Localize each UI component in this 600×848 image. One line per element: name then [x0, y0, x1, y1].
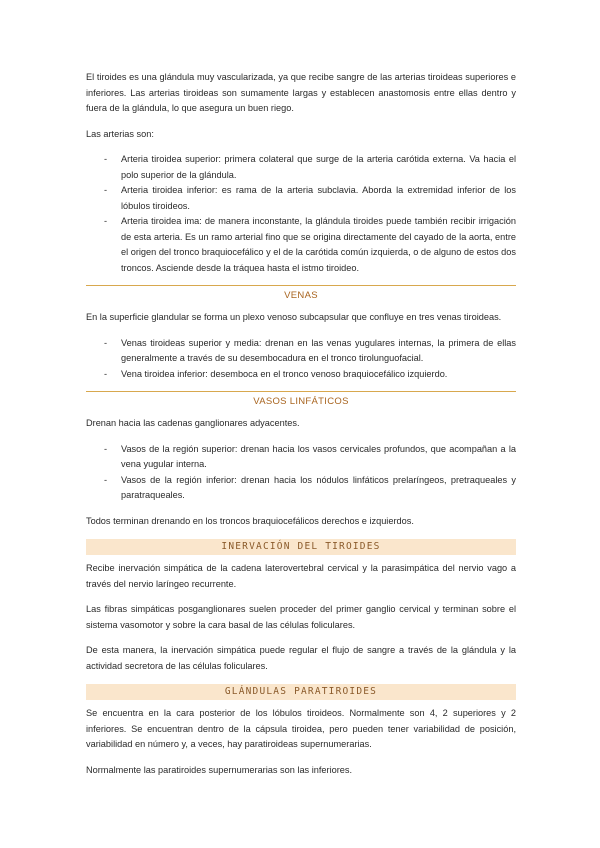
list-item: - Vasos de la región superior: drenan hacia los vasos cervicales profundos, que acompañan a la vena yugular interna. [104, 443, 516, 469]
paratiroides-paragraph: Se encuentra en la cara posterior de los lóbulos tiroideos. Normalmente son 4, 2 superiores y 2 inferiores. Se encuentran dentro de la cápsula tiroidea, pero pueden tener variabilidad de posición, variabilidad en número y, a veces, hay paratiroideas supernumerarias. [86, 708, 516, 749]
inervacion-paragraph: Las fibras simpáticas posganglionares suelen proceder del primer ganglio cervical y terminan sobre el sistema vasomotor y sobre la cara basal de las células foliculares. [86, 604, 516, 630]
section-heading-venas: VENAS [86, 285, 516, 304]
inervacion-paragraph: De esta manera, la inervación simpática puede regular el flujo de sangre a través de la glándula y la actividad secretora de las células foliculares. [86, 645, 516, 671]
intro-paragraph: El tiroides es una glándula muy vascularizada, ya que recibe sangre de las arterias tiroideas superiores e inferiores. Las arterias tiroideas son sumamente largas y establecen anastomosis entre ellas dentro y fuera de la glándula, lo que asegura un buen riego. [86, 72, 516, 113]
list-item: - Vena tiroidea inferior: desemboca en el tronco venoso braquiocefálico izquierdo. [104, 368, 448, 379]
arteries-intro: Las arterias son: [86, 128, 154, 139]
inervacion-paragraph: Recibe inervación simpática de la cadena laterovertebral cervical y la parasimpática del nervio vago a través del nervio laríngeo recurrente. [86, 563, 516, 589]
list-item: - Arteria tiroidea inferior: es rama de la arteria subclavia. Aborda la extremidad inferior de los lóbulos tiroideos. [104, 185, 516, 211]
paratiroides-paragraph: Normalmente las paratiroides supernumerarias son las inferiores. [86, 764, 353, 775]
list-item: - Venas tiroideas superior y media: drenan en las venas yugulares internas, la primera de ellas generalmente a través de su desembocadura en el tronco tirolunguofacial. [104, 337, 516, 363]
document-page [86, 70, 516, 778]
list-item: - Arteria tiroidea superior: primera colateral que surge de la arteria carótida externa. Va hacia el polo superior de la glándula. [104, 154, 516, 180]
section-heading-paratiroides: GLÁNDULAS PARATIROIDES [86, 684, 516, 700]
venas-list [86, 336, 516, 383]
linfaticos-paragraph: Drenan hacia las cadenas ganglionares adyacentes. [86, 418, 300, 428]
arteries-list [86, 152, 516, 276]
section-heading-inervacion: INERVACIÓN DEL TIROIDES [86, 539, 516, 555]
linfaticos-closing: Todos terminan drenando en los troncos braquiocefálicos derechos e izquierdos. [86, 515, 414, 526]
venas-paragraph: En la superficie glandular se forma un plexo venoso subcapsular que confluye en tres venas tiroideas. [86, 312, 502, 322]
linfaticos-list [86, 442, 516, 504]
list-item: - Vasos de la región inferior: drenan hacia los nódulos linfáticos prelaríngeos, pretraqueales y paratraqueales. [104, 474, 516, 500]
section-heading-linfaticos: VASOS LINFÁTICOS [86, 391, 516, 410]
list-item: - Arteria tiroidea ima: de manera inconstante, la glándula tiroides puede también recibir irrigación de esta arteria. Es un ramo arterial fino que se origina directamente del cayado de la aorta, entre el origen del tronco braquiocefálico y el de la carótida común izquierda, o de alguno de estos dos troncos. Asciende desde la tráquea hasta el istmo tiroideo. [104, 216, 516, 273]
